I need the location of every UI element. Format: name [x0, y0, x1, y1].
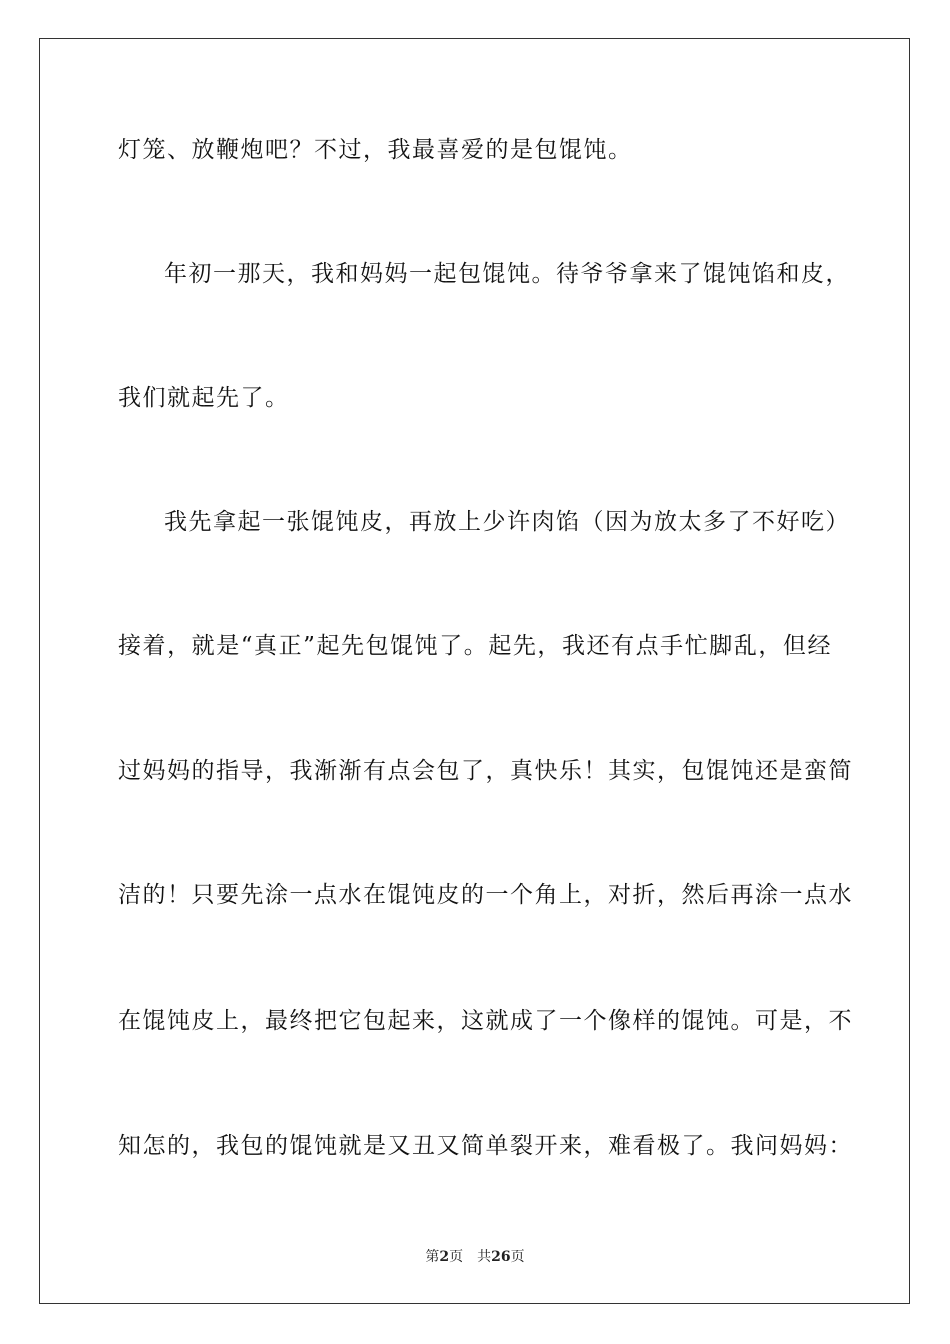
- text-line-1: 灯笼、放鞭炮吧？不过，我最喜爱的是包馄饨。: [118, 137, 633, 163]
- text-line-9: 知怎的，我包的馄饨就是又丑又简单裂开来，难看极了。我问妈妈：: [118, 1133, 853, 1159]
- text-line-8: 在馄饨皮上，最终把它包起来，这就成了一个像样的馄饨。可是，不: [118, 1008, 853, 1034]
- page-prefix: 第: [425, 1249, 440, 1265]
- page-footer: [0, 1248, 950, 1266]
- text-line-3: 我们就起先了。: [118, 385, 290, 411]
- total-pages: 26: [491, 1249, 511, 1265]
- text-line-6: 过妈妈的指导，我渐渐有点会包了，真快乐！其实，包馄饨还是蛮简: [118, 758, 853, 784]
- text-line-4: 我先拿起一张馄饨皮，再放上少许肉馅（因为放太多了不好吃）: [164, 509, 850, 535]
- page-suffix: 页: [449, 1249, 464, 1265]
- total-prefix: 共: [477, 1249, 492, 1265]
- total-suffix: 页: [510, 1249, 525, 1265]
- page-border: [39, 38, 910, 1304]
- text-line-5: 接着，就是“真正”起先包馄饨了。起先，我还有点手忙脚乱，但经: [118, 633, 832, 659]
- text-line-2: 年初一那天，我和妈妈一起包馄饨。待爷爷拿来了馄饨馅和皮，: [164, 261, 850, 287]
- page-number: 2: [439, 1249, 450, 1265]
- text-line-7: 洁的！只要先涂一点水在馄饨皮的一个角上，对折，然后再涂一点水: [118, 882, 853, 908]
